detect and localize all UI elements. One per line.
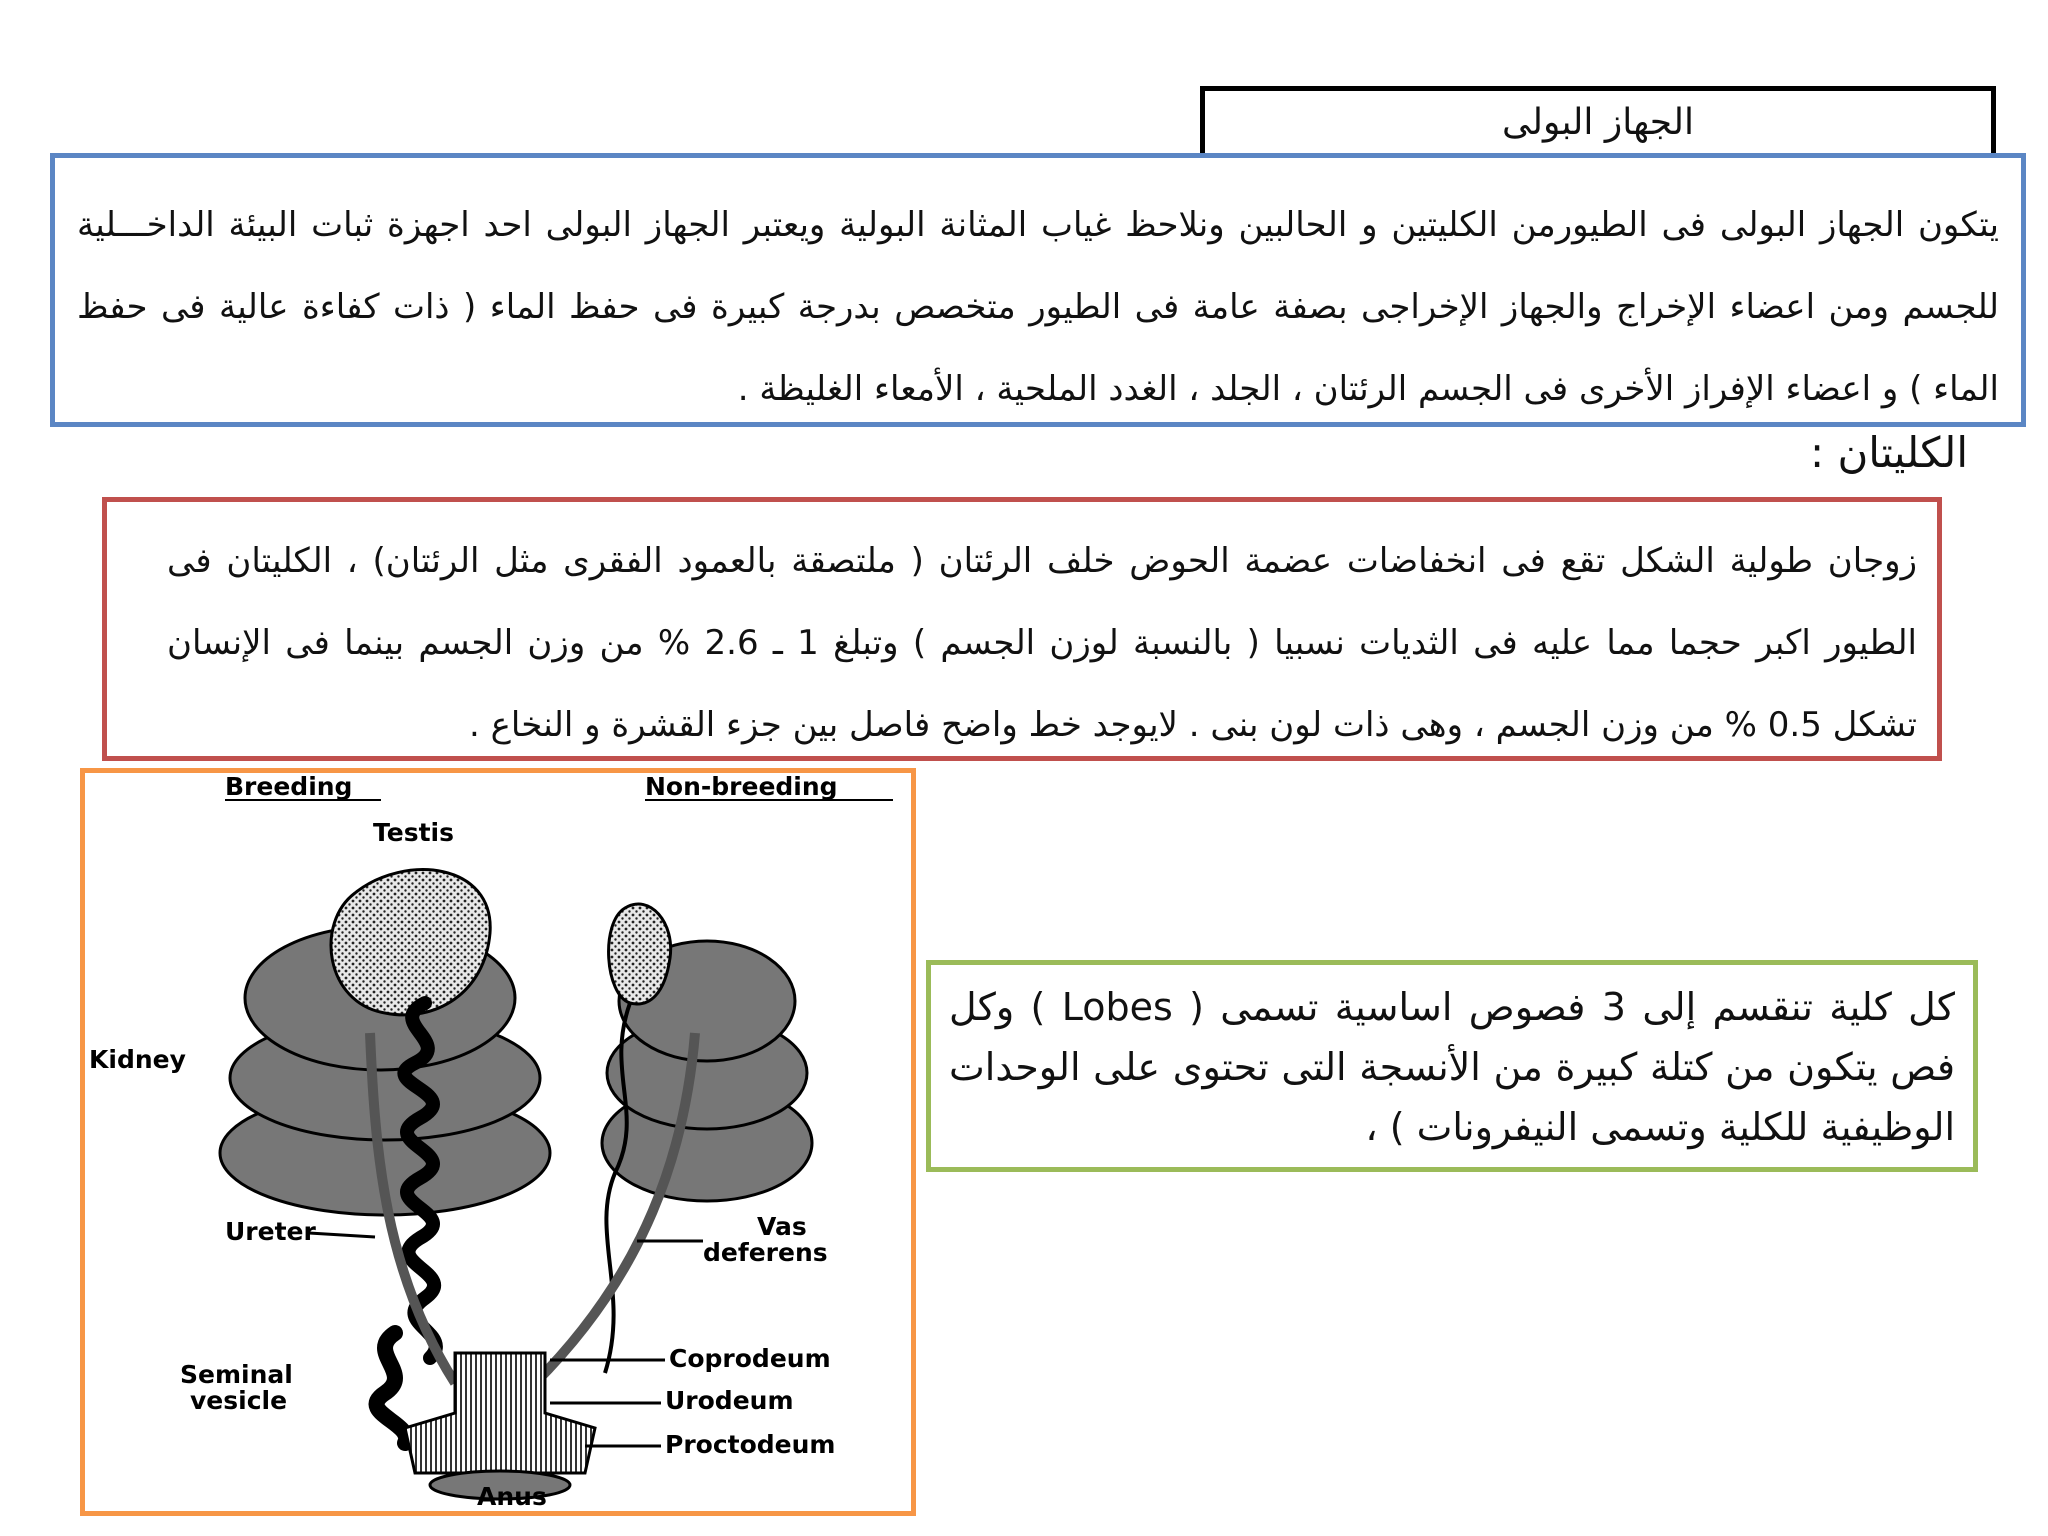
label-kidney: Kidney bbox=[89, 1045, 186, 1074]
kidneys-heading: الكليتان : bbox=[1809, 428, 1968, 477]
label-testis: Testis bbox=[373, 818, 454, 847]
intro-paragraph: يتكون الجهاز البولى فى الطيورمن الكليتين و الحالبين ونلاحظ غياب المثانة البولية ويعتبر الجهاز البولى احد اجهزة ثبات البيئة الداخـــلية للجسم ومن اعضاء الإخراج والجهاز الإخراجى بصفة عامة فى الطيور متخصص بدرجة كبيرة فى حفظ الماء ( ذات كفاءة عالية فى حفظ الماء ) و اعضاء الإفراز الأخرى فى الجسم الرئتان ، الجلد ، الغدد الملحية ، الأمعاء الغليظة . bbox=[50, 153, 2026, 427]
label-proctodeum: Proctodeum bbox=[665, 1430, 836, 1459]
label-deferens: deferens bbox=[703, 1238, 828, 1267]
label-vesicle: vesicle bbox=[190, 1386, 288, 1415]
lobes-paragraph: كل كلية تنقسم إلى 3 فصوص اساسية تسمى ( Lobes ) وكل فص يتكون من كتلة كبيرة من الأنسجة التى تحتوى على الوحدات الوظيفية للكلية وتسمى النيفرونات ) ، bbox=[926, 960, 1978, 1172]
right-testis bbox=[609, 904, 671, 1004]
label-urodeum: Urodeum bbox=[665, 1386, 794, 1415]
label-non-breeding: Non-breeding bbox=[645, 773, 838, 801]
label-breeding: Breeding bbox=[225, 773, 353, 801]
label-seminal: Seminal bbox=[180, 1360, 293, 1389]
pointer-ureter bbox=[309, 1233, 375, 1237]
diagram-figure bbox=[85, 773, 911, 1511]
cloaca bbox=[405, 1353, 595, 1499]
label-coprodeum: Coprodeum bbox=[669, 1344, 831, 1373]
reproductive-urinary-diagram bbox=[80, 768, 916, 1516]
kidneys-paragraph: زوجان طولية الشكل تقع فى انخفاضات عضمة الحوض خلف الرئتان ( ملتصقة بالعمود الفقرى مثل الرئتان) ، الكليتان فى الطيور اكبر حجما مما عليه فى الثديات نسبيا ( بالنسبة لوزن الجسم ) وتبلغ 1 ـ 2.6 % من وزن الجسم بينما فى الإنسان تشكل 0.5 % من وزن الجسم ، وهى ذات لون بنى . لايوجد خط واضح فاصل بين جزء القشرة و النخاع . bbox=[102, 497, 1942, 761]
section-title: الجهاز البولى bbox=[1200, 86, 1996, 160]
label-ureter: Ureter bbox=[225, 1217, 316, 1246]
label-anus: Anus bbox=[477, 1482, 547, 1511]
label-vas: Vas bbox=[757, 1212, 807, 1241]
